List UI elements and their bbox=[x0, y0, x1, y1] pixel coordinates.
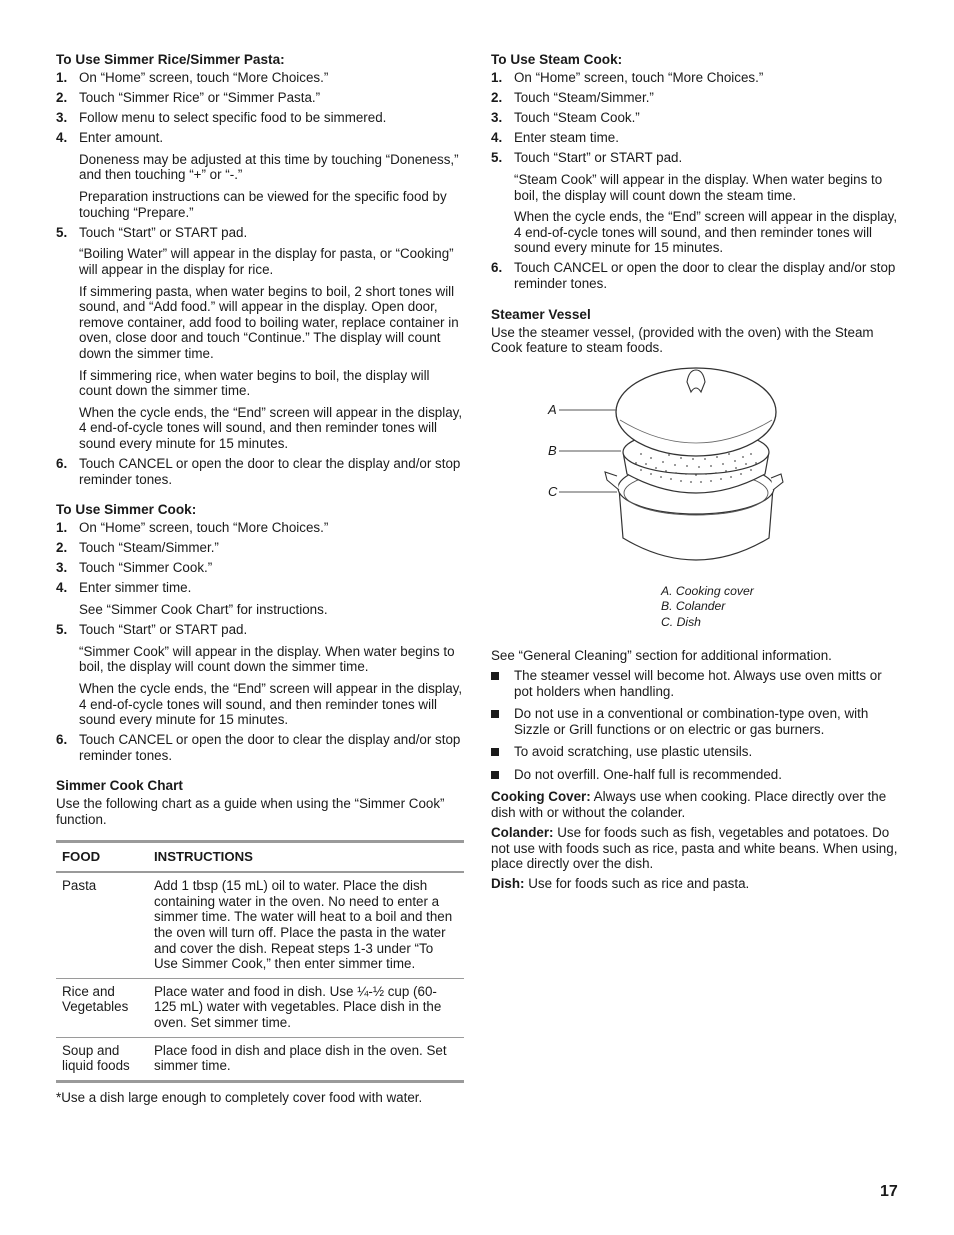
caption-line: B. Colander bbox=[661, 599, 726, 614]
step-number: 2. bbox=[56, 540, 68, 556]
step-number: 5. bbox=[56, 622, 68, 638]
figure-label-c: C bbox=[548, 483, 558, 499]
list-item bbox=[491, 130, 899, 146]
simmer-rice-heading: To Use Simmer Rice/Simmer Pasta: bbox=[56, 52, 285, 67]
table-row bbox=[56, 872, 464, 978]
step-number: 6. bbox=[491, 260, 503, 276]
step-note: Preparation instructions can be viewed for the specific food by touching “Prepare.” bbox=[79, 189, 447, 220]
step-text: Follow menu to select specific food to be simmered. bbox=[79, 110, 387, 126]
simmer-cook-chart-heading: Simmer Cook Chart bbox=[56, 778, 183, 794]
step-text: Enter simmer time. bbox=[79, 580, 192, 596]
bullet-square-icon bbox=[491, 771, 499, 779]
list-item bbox=[491, 110, 899, 126]
step-text: Touch “Steam Cook.” bbox=[514, 110, 640, 126]
list-item bbox=[56, 540, 464, 556]
chart-cell-food: Soup and liquid foods bbox=[56, 1037, 148, 1081]
figure-caption bbox=[661, 584, 754, 631]
part-cooking-cover: Cooking Cover: Always use when cooking. Place directly over the dish with or without the colander. bbox=[491, 789, 887, 821]
chart-footnote: *Use a dish large enough to completely cover food with water. bbox=[56, 1089, 423, 1105]
simmer-cook-steps bbox=[56, 520, 464, 763]
list-item bbox=[56, 110, 464, 126]
list-item bbox=[56, 560, 464, 576]
steamer-vessel-section bbox=[491, 307, 899, 892]
step-note: “Steam Cook” will appear in the display. When water begins to boil, the display will count down the steam time. bbox=[514, 171, 883, 203]
chart-cell-food: Rice and Vegetables bbox=[56, 978, 148, 1037]
figure-label-b: B bbox=[548, 442, 557, 458]
step-note: When the cycle ends, the “End” screen will appear in the display, 4 end-of-cycle tones will sound, and then reminder tones will sound every minute for 15 minutes. bbox=[79, 404, 463, 451]
step-number: 3. bbox=[56, 110, 68, 126]
step-text: Touch CANCEL or open the door to clear the display and/or stop reminder tones. bbox=[79, 732, 461, 763]
step-number: 4. bbox=[56, 130, 68, 146]
step-note: If simmering pasta, when water begins to boil, 2 short tones will sound, and “Add food.” will appear in the display. Open door, remove container, add food to boiling water, replace container in oven, close door and touch “Continue.” The display will count down the simmer time. bbox=[79, 283, 459, 361]
step-note: “Simmer Cook” will appear in the display. When water begins to boil, the display will count down the simmer time. bbox=[79, 643, 455, 675]
step-note: Doneness may be adjusted at this time by touching “Doneness,” and then touching “+” or “-.” bbox=[79, 151, 459, 183]
bullet-square-icon bbox=[491, 748, 499, 756]
part-colander: Colander: Use for foods such as fish, vegetables and potatoes. Do not use with foods such as rice, pasta and white beans. When using, place directly over the dish. bbox=[491, 825, 898, 872]
list-item bbox=[56, 70, 464, 86]
list-item bbox=[491, 70, 899, 86]
list-item bbox=[56, 130, 464, 220]
list-item bbox=[56, 732, 464, 763]
step-number: 5. bbox=[56, 224, 68, 240]
step-number: 1. bbox=[491, 70, 503, 85]
table-row bbox=[56, 1037, 464, 1081]
chart-cell-food: Pasta bbox=[56, 872, 148, 978]
steamer-bullets bbox=[491, 668, 899, 783]
list-item: Do not overfill. One-half full is recommended. bbox=[491, 767, 899, 783]
step-number: 1. bbox=[56, 70, 68, 85]
left-column bbox=[56, 52, 464, 1105]
step-number: 6. bbox=[56, 732, 68, 748]
step-text: Touch “Steam/Simmer.” bbox=[79, 540, 219, 556]
step-text: Enter steam time. bbox=[514, 130, 619, 146]
step-note: “Boiling Water” will appear in the display for pasta, or “Cooking” will appear in the display for rice. bbox=[79, 246, 454, 277]
chart-header-instructions: INSTRUCTIONS bbox=[148, 841, 464, 872]
steamer-vessel-intro: Use the steamer vessel, (provided with the oven) with the Steam Cook feature to steam foods. bbox=[491, 324, 874, 356]
list-item bbox=[56, 90, 464, 106]
step-number: 5. bbox=[491, 150, 503, 166]
step-text: Touch “Simmer Cook.” bbox=[79, 560, 213, 576]
steamer-vessel-figure bbox=[491, 362, 899, 644]
step-note: When the cycle ends, the “End” screen will appear in the display, 4 end-of-cycle tones will sound, and then reminder tones will sound every minute for 15 minutes. bbox=[514, 209, 898, 256]
simmer-cook-chart-intro: Use the following chart as a guide when using the “Simmer Cook” function. bbox=[56, 796, 445, 827]
bullet-square-icon bbox=[491, 672, 499, 680]
step-text: Touch “Simmer Rice” or “Simmer Pasta.” bbox=[79, 90, 321, 106]
step-note: When the cycle ends, the “End” screen will appear in the display, 4 end-of-cycle tones will sound, and then reminder tones will sound every minute for 15 minutes. bbox=[79, 680, 463, 728]
figure-label-a: A bbox=[548, 401, 557, 417]
step-text: Touch “Steam/Simmer.” bbox=[514, 90, 654, 106]
step-note: See “Simmer Cook Chart” for instructions. bbox=[79, 602, 328, 618]
steamer-vessel-heading: Steamer Vessel bbox=[491, 306, 591, 322]
step-note: If simmering rice, when water begins to boil, the display will count down the simmer time. bbox=[79, 367, 430, 399]
list-item bbox=[56, 622, 464, 728]
step-number: 3. bbox=[491, 110, 503, 126]
step-text: Touch CANCEL or open the door to clear the display and/or stop reminder tones. bbox=[514, 260, 896, 292]
step-number: 4. bbox=[56, 580, 68, 596]
caption-line: A. Cooking cover bbox=[661, 583, 754, 598]
see-also-text: See “General Cleaning” section for additional information. bbox=[491, 647, 832, 663]
list-item bbox=[491, 150, 899, 256]
simmer-cook-section bbox=[56, 502, 464, 763]
list-item bbox=[56, 456, 464, 487]
list-item bbox=[56, 520, 464, 536]
simmer-rice-steps bbox=[56, 70, 464, 487]
simmer-cook-heading: To Use Simmer Cook: bbox=[56, 502, 197, 518]
list-item bbox=[56, 580, 464, 617]
step-text: On “Home” screen, touch “More Choices.” bbox=[79, 70, 329, 85]
step-text: Enter amount. bbox=[79, 130, 164, 146]
step-text: Touch CANCEL or open the door to clear the display and/or stop reminder tones. bbox=[79, 455, 461, 487]
list-item: Do not use in a conventional or combination-type oven, with Sizzle or Grill functions or on electric or gas burners. bbox=[491, 706, 899, 737]
table-row bbox=[56, 978, 464, 1037]
chart-cell-instructions: Place water and food in dish. Use ¼-½ cup (60-125 mL) water with vegetables. Place dish in the oven. Set simmer time. bbox=[148, 978, 464, 1037]
right-column bbox=[491, 52, 899, 897]
list-item bbox=[56, 225, 464, 452]
list-item bbox=[491, 90, 899, 106]
chart-cell-instructions: Place food in dish and place dish in the oven. Set simmer time. bbox=[148, 1037, 464, 1081]
step-number: 2. bbox=[491, 90, 503, 106]
step-text: On “Home” screen, touch “More Choices.” bbox=[79, 520, 329, 536]
simmer-cook-chart-table bbox=[56, 840, 464, 1083]
simmer-rice-section bbox=[56, 52, 464, 487]
page-number: 17 bbox=[880, 1183, 898, 1200]
step-text: Touch “Start” or START pad. bbox=[79, 622, 248, 638]
chart-header-food: FOOD bbox=[56, 841, 148, 872]
list-item: To avoid scratching, use plastic utensils. bbox=[491, 744, 899, 760]
step-number: 3. bbox=[56, 560, 68, 576]
chart-header-row bbox=[56, 841, 464, 872]
step-number: 4. bbox=[491, 130, 503, 146]
step-number: 1. bbox=[56, 520, 68, 536]
step-text: Touch “Start” or START pad. bbox=[514, 150, 683, 166]
list-item: The steamer vessel will become hot. Always use oven mitts or pot holders when handling. bbox=[491, 668, 899, 699]
part-dish: Dish: Use for foods such as rice and pasta. bbox=[491, 876, 750, 892]
steam-cook-section bbox=[491, 52, 899, 292]
step-text: On “Home” screen, touch “More Choices.” bbox=[514, 70, 764, 85]
bullet-square-icon bbox=[491, 710, 499, 718]
step-number: 6. bbox=[56, 455, 68, 471]
step-number: 2. bbox=[56, 90, 68, 106]
steam-cook-steps bbox=[491, 70, 899, 292]
list-item bbox=[491, 260, 899, 291]
steam-cook-heading: To Use Steam Cook: bbox=[491, 52, 623, 67]
chart-cell-instructions: Add 1 tbsp (15 mL) oil to water. Place the dish containing water in the oven. No need to enter a simmer time. The water will heat to a boil and then the oven will turn off. Place the pasta in the water and cover the dish. Repeat steps 1-3 under “To Use Simmer Cook,” then enter simmer time. bbox=[148, 872, 464, 978]
caption-line: C. Dish bbox=[661, 614, 701, 629]
simmer-cook-chart-section bbox=[56, 778, 464, 1105]
step-text: Touch “Start” or START pad. bbox=[79, 224, 248, 240]
